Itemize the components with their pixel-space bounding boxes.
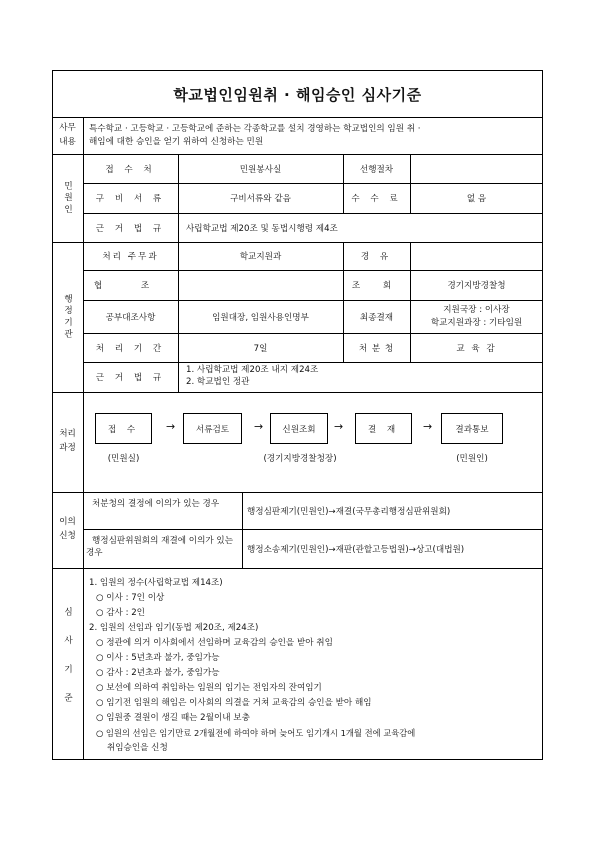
criteria-line-4: 2. 임원의 선임과 임기(동법 제20조, 제24조) xyxy=(89,623,259,633)
reception-label: 접 수 처 xyxy=(105,164,156,175)
process-step-review: 서류검토 xyxy=(183,413,242,444)
final-approval-value xyxy=(410,300,543,333)
process-arrow-2: → xyxy=(254,420,264,433)
criteria-line-8: ○ 보선에 의하여 취임하는 임원의 임기는 전임자의 잔여임기 xyxy=(96,683,322,693)
affairs-text xyxy=(89,123,539,150)
record-check-label: 공부대조사항 xyxy=(105,312,156,323)
via-value xyxy=(410,242,543,270)
process-step-background-check: 신원조회 xyxy=(270,413,328,444)
agency-basis-value xyxy=(186,364,536,388)
via-label: 경 유 xyxy=(360,252,393,262)
disposing-agency-label: 처 분 청 xyxy=(358,343,395,354)
agency-basis-line1: 1. 사립학교법 제20조 내지 제24조 xyxy=(186,365,319,375)
process-arrow-3: → xyxy=(334,420,344,433)
objection-condition-1: 처분청의 결정에 이의가 있는 경우 xyxy=(92,499,220,509)
process-step-reception: 접 수 xyxy=(95,413,152,444)
fee-value: 없 음 xyxy=(466,194,487,204)
criteria-line-7: ○ 감사 : 2년초과 불가, 중임가능 xyxy=(96,668,220,678)
inquiry-label: 조 회 xyxy=(351,281,402,291)
processing-period-label: 처 리 기 간 xyxy=(95,343,166,354)
reception-value: 민원봉사실 xyxy=(239,164,282,175)
objection-procedure-2: 행정소송제기(민원인)→재판(관할고등법원)→상고(대법원) xyxy=(247,544,465,555)
objection-procedure-1: 행정심판제기(민원인)→재결(국무총리행정심판위원회) xyxy=(247,506,451,517)
criteria-line-2: ○ 이사 : 7인 이상 xyxy=(96,593,165,603)
responsible-dept-label: 처리 주무과 xyxy=(102,252,159,262)
processing-period-value: 7일 xyxy=(253,343,268,354)
final-approval-line2: 학교지원과장 : 기타임원 xyxy=(430,317,523,328)
criteria-line-6: ○ 이사 : 5년초과 불가, 중임가능 xyxy=(96,653,220,663)
criteria-line-9: ○ 임기전 임원의 해임은 이사회의 의결을 거쳐 교육감의 승인을 받아 해임 xyxy=(96,698,372,708)
final-approval-line1: 지원국장 : 이사장 xyxy=(443,305,510,316)
process-note-complainant: (민원인) xyxy=(456,454,488,464)
process-arrow-4: → xyxy=(423,420,433,433)
responsible-dept-value: 학교지원과 xyxy=(239,252,282,262)
process-note-office: (민원실) xyxy=(107,454,140,464)
objection-label: 이의 신청 xyxy=(59,517,76,541)
criteria-line-12: 취임승인을 신청 xyxy=(96,743,168,753)
prior-procedure-value xyxy=(410,154,543,183)
criteria-line-10: ○ 임원중 결원이 생길 때는 2월이내 보충 xyxy=(96,713,250,723)
affairs-text-line1: 특수학교 · 고등학교 · 고등학교에 준하는 각종학교를 설치 경영하는 학교법인의 임원 취 · xyxy=(89,124,421,134)
documents-value: 구비서류와 같음 xyxy=(230,194,291,204)
affairs-label: 사무 내용 xyxy=(59,122,76,147)
complainant-basis-value: 사립학교법 제20조 및 동법시행령 제4조 xyxy=(186,223,338,234)
agency-basis-line2: 2. 학교법인 정관 xyxy=(186,377,250,388)
criteria-line-5: ○ 정관에 의거 이사회에서 선임하며 교육감의 승인을 받아 취임 xyxy=(96,638,333,648)
process-arrow-1: → xyxy=(166,420,176,433)
complainant-label: 민원인 xyxy=(62,180,73,216)
final-approval-label: 최종결재 xyxy=(359,312,394,323)
criteria-line-11: ○ 임원의 선임은 임기만료 2개월전에 하여야 하며 늦어도 임기개시 1개월 전에 교육감에 xyxy=(96,728,416,738)
process-note-police: (경기지방경찰청장) xyxy=(263,454,337,464)
record-check-value: 임원대장, 임원사용인명부 xyxy=(212,312,309,323)
objection-condition-2: 행정심판위원회의 재결에 이의가 있는 경우 xyxy=(86,536,234,559)
process-step-notification: 결과통보 xyxy=(441,413,503,444)
affairs-text-line2: 해임에 대한 승인을 얻기 위하여 신청하는 민원 xyxy=(89,137,264,148)
agency-label: 행정기관 xyxy=(62,293,73,341)
criteria-line-1: 1. 임원의 정수(사립학교법 제14조) xyxy=(89,578,223,588)
cooperation-value xyxy=(178,270,343,300)
inquiry-value: 경기지방경찰청 xyxy=(447,281,506,291)
process-step-approval: 결 재 xyxy=(355,413,412,444)
page-title: 학교법인임원취 · 해임승인 심사기준 xyxy=(173,85,422,104)
disposing-agency-value: 교 육 감 xyxy=(456,343,497,354)
prior-procedure-label: 선행절차 xyxy=(359,164,394,175)
agency-basis-label: 근 거 법 규 xyxy=(95,373,166,383)
fee-label: 수 수 료 xyxy=(351,194,402,204)
criteria-line-3: ○ 감사 : 2인 xyxy=(96,608,145,618)
documents-label: 구 비 서 류 xyxy=(95,194,166,204)
complainant-basis-label: 근 거 법 규 xyxy=(95,223,166,234)
cooperation-label: 협 조 xyxy=(93,281,168,291)
process-label: 처리 과정 xyxy=(59,429,76,453)
criteria-label: 심사기준 xyxy=(62,606,73,722)
